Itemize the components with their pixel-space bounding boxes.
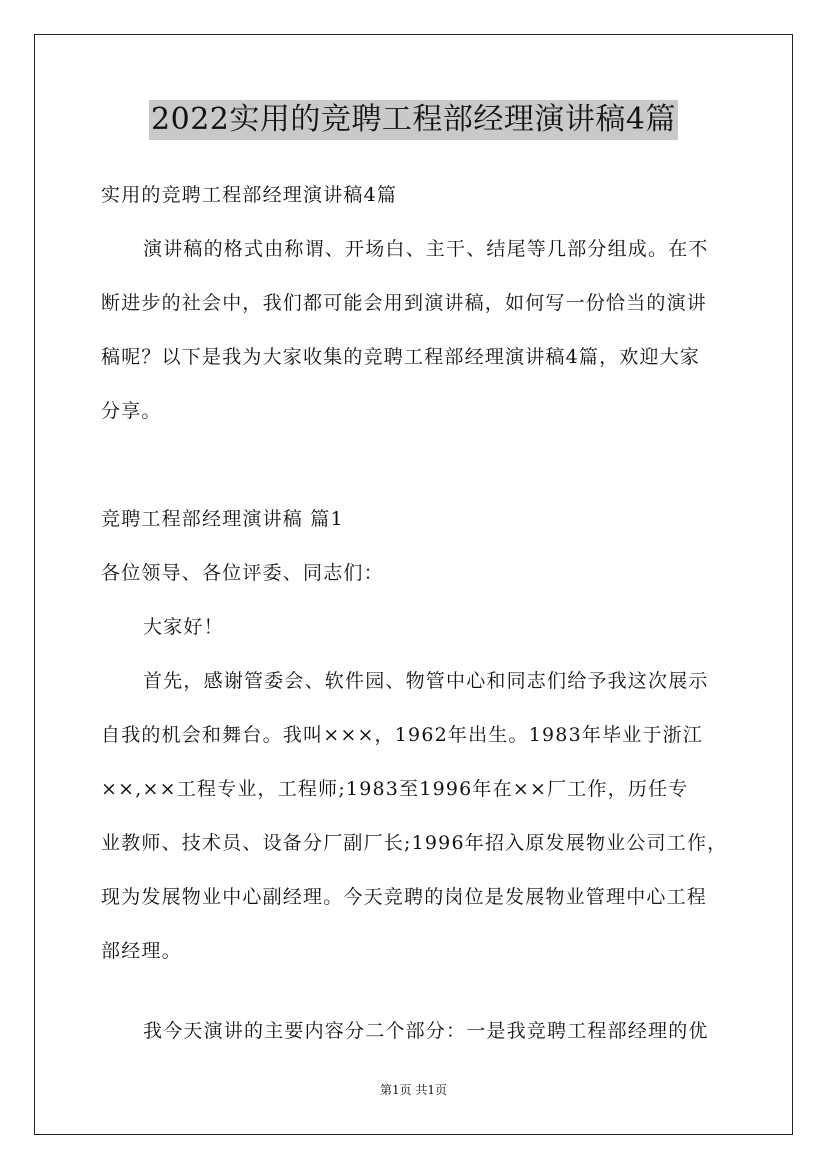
paragraph-line: 现为发展物业中心副经理。今天竞聘的岗位是发展物业管理中心工程 [101, 886, 708, 908]
salutation: 各位领导、各位评委、同志们： [101, 562, 384, 584]
paragraph-line: 业教师、技术员、设备分厂副厂长;1996年招入原发展物业公司工作， [101, 832, 728, 854]
paragraph-line: 我今天演讲的主要内容分二个部分：一是我竞聘工程部经理的优 [143, 1020, 709, 1042]
intro-line: 演讲稿的格式由称谓、开场白、主干、结尾等几部分组成。在不 [143, 238, 709, 260]
title-container [0, 100, 827, 140]
section-heading: 竞聘工程部经理演讲稿 篇1 [101, 508, 344, 530]
intro-line: 稿呢？以下是我为大家收集的竞聘工程部经理演讲稿4篇，欢迎大家 [101, 346, 701, 368]
paragraph-line: 首先，感谢管委会、软件园、物管中心和同志们给予我这次展示 [143, 670, 709, 692]
document-title: 2022实用的竞聘工程部经理演讲稿4篇 [149, 100, 678, 140]
greeting: 大家好！ [143, 616, 224, 638]
page-number-footer: 第1页 共1页 [379, 1083, 448, 1097]
document-subtitle: 实用的竞聘工程部经理演讲稿4篇 [101, 184, 398, 206]
paragraph-line: 部经理。 [101, 940, 182, 962]
intro-line: 分享。 [101, 400, 162, 422]
paragraph-line: ××,××工程专业，工程师;1983至1996年在××厂工作，历任专 [101, 778, 689, 800]
intro-line: 断进步的社会中，我们都可能会用到演讲稿，如何写一份恰当的演讲 [101, 292, 708, 314]
paragraph-line: 自我的机会和舞台。我叫×××，1962年出生。1983年毕业于浙江 [101, 724, 704, 746]
